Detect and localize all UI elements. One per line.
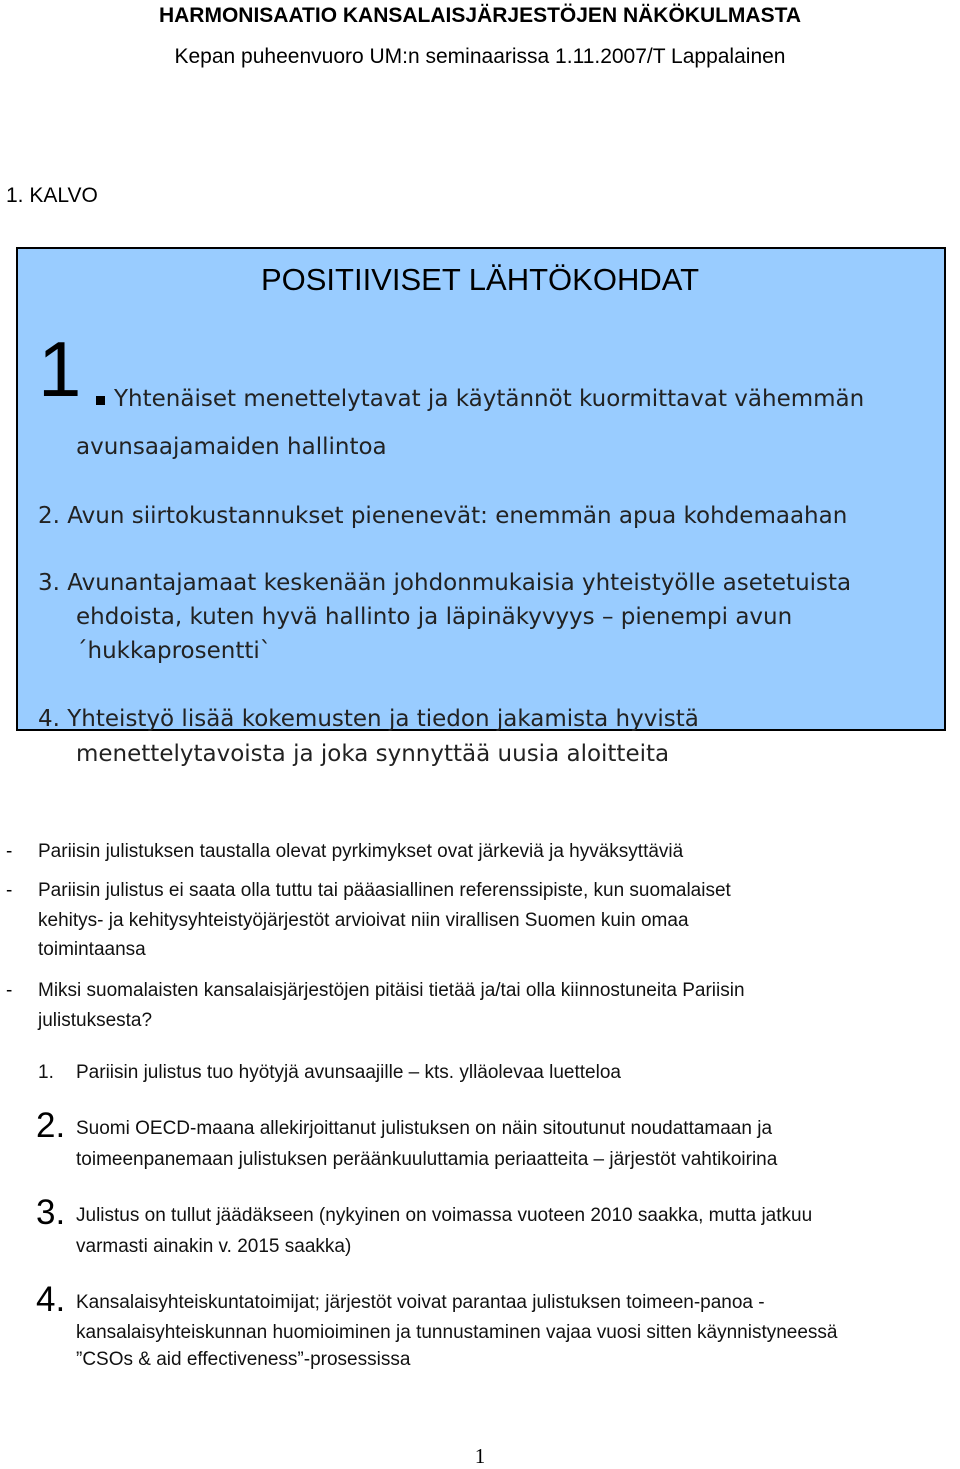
numbered-1-number: 1. — [38, 1062, 54, 1083]
numbered-1-text: Pariisin julistus tuo hyötyjä avunsaajille – kts. ylläolevaa luetteloa — [76, 1062, 621, 1083]
dash-marker: - — [6, 980, 13, 1001]
item2: 2. Avun siirtokustannukset pienenevät: enemmän apua kohdemaahan — [38, 503, 848, 529]
numbered-3-number: 3. — [36, 1193, 66, 1232]
dash-item-3-line2: julistuksesta? — [38, 1010, 153, 1031]
item1-line2: avunsaajamaiden hallintoa — [76, 434, 387, 460]
dash-marker: - — [6, 841, 13, 862]
numbered-2-number: 2. — [36, 1106, 66, 1145]
bullet-dot — [96, 396, 105, 405]
numbered-2-line1: Suomi OECD-maana allekirjoittanut julistuksen on näin sitoutunut noudattamaan ja — [76, 1118, 773, 1139]
numbered-4-line1: Kansalaisyhteiskuntatoimijat; järjestöt voivat parantaa julistuksen toimeen-panoa - — [76, 1292, 765, 1313]
item3-line1: 3. Avunantajamaat keskenään johdonmukaisia yhteistyölle asetetuista — [38, 570, 852, 596]
dash-item-1: Pariisin julistuksen taustalla olevat pyrkimykset ovat järkeviä ja hyväksyttäviä — [38, 841, 684, 862]
dash-item-3-line1: Miksi suomalaisten kansalaisjärjestöjen pitäisi tietää ja/tai olla kiinnostuneita Pariisin — [38, 980, 745, 1001]
numbered-3-line2: varmasti ainakin v. 2015 saakka) — [76, 1236, 352, 1257]
item4-line1: 4. Yhteistyö lisää kokemusten ja tiedon jakamista hyvistä — [38, 706, 699, 732]
numbered-2-line2: toimeenpanemaan julistuksen peräänkuuluttamia periaatteita – järjestöt vahtikoirina — [76, 1149, 778, 1170]
dash-item-2-line3: toimintaansa — [38, 939, 146, 960]
numbered-4-number: 4. — [36, 1280, 66, 1319]
numbered-4-line2: kansalaisyhteiskunnan huomioiminen ja tunnustaminen vajaa vuosi sitten käynnistyneessä — [76, 1322, 838, 1343]
dash-marker: - — [6, 880, 13, 901]
document-title: HARMONISAATIO KANSALAISJÄRJESTÖJEN NÄKÖKULMASTA — [158, 4, 802, 27]
numbered-3-line1: Julistus on tullut jäädäkseen (nykyinen on voimassa vuoteen 2010 saakka, mutta jatkuu — [76, 1205, 813, 1226]
page-number: 1 — [474, 1444, 486, 1468]
slide-label: 1. KALVO — [6, 184, 98, 207]
item3-line3: ´hukkaprosentti` — [76, 638, 272, 664]
document-subtitle: Kepan puheenvuoro UM:n seminaarissa 1.11.2007/T Lappalainen — [174, 45, 786, 68]
dash-item-2-line2: kehitys- ja kehitysyhteistyöjärjestöt arvioivat niin virallisen Suomen kuin omaa — [38, 910, 689, 931]
item1-line1: Yhtenäiset menettelytavat ja käytännöt kuormittavat vähemmän — [114, 386, 865, 412]
dash-item-2-line1: Pariisin julistus ei saata olla tuttu tai pääasiallinen referenssipiste, kun suomalaiset — [38, 880, 731, 901]
item1-number: 1 — [38, 325, 82, 413]
box-heading: POSITIIVISET LÄHTÖKOHDAT — [260, 262, 700, 297]
item4-line2: menettelytavoista ja joka synnyttää uusia aloitteita — [76, 741, 670, 767]
numbered-4-line3: ”CSOs & aid effectiveness”-prosessissa — [76, 1349, 411, 1370]
item3-line2: ehdoista, kuten hyvä hallinto ja läpinäkyvyys – pienempi avun — [76, 604, 793, 630]
